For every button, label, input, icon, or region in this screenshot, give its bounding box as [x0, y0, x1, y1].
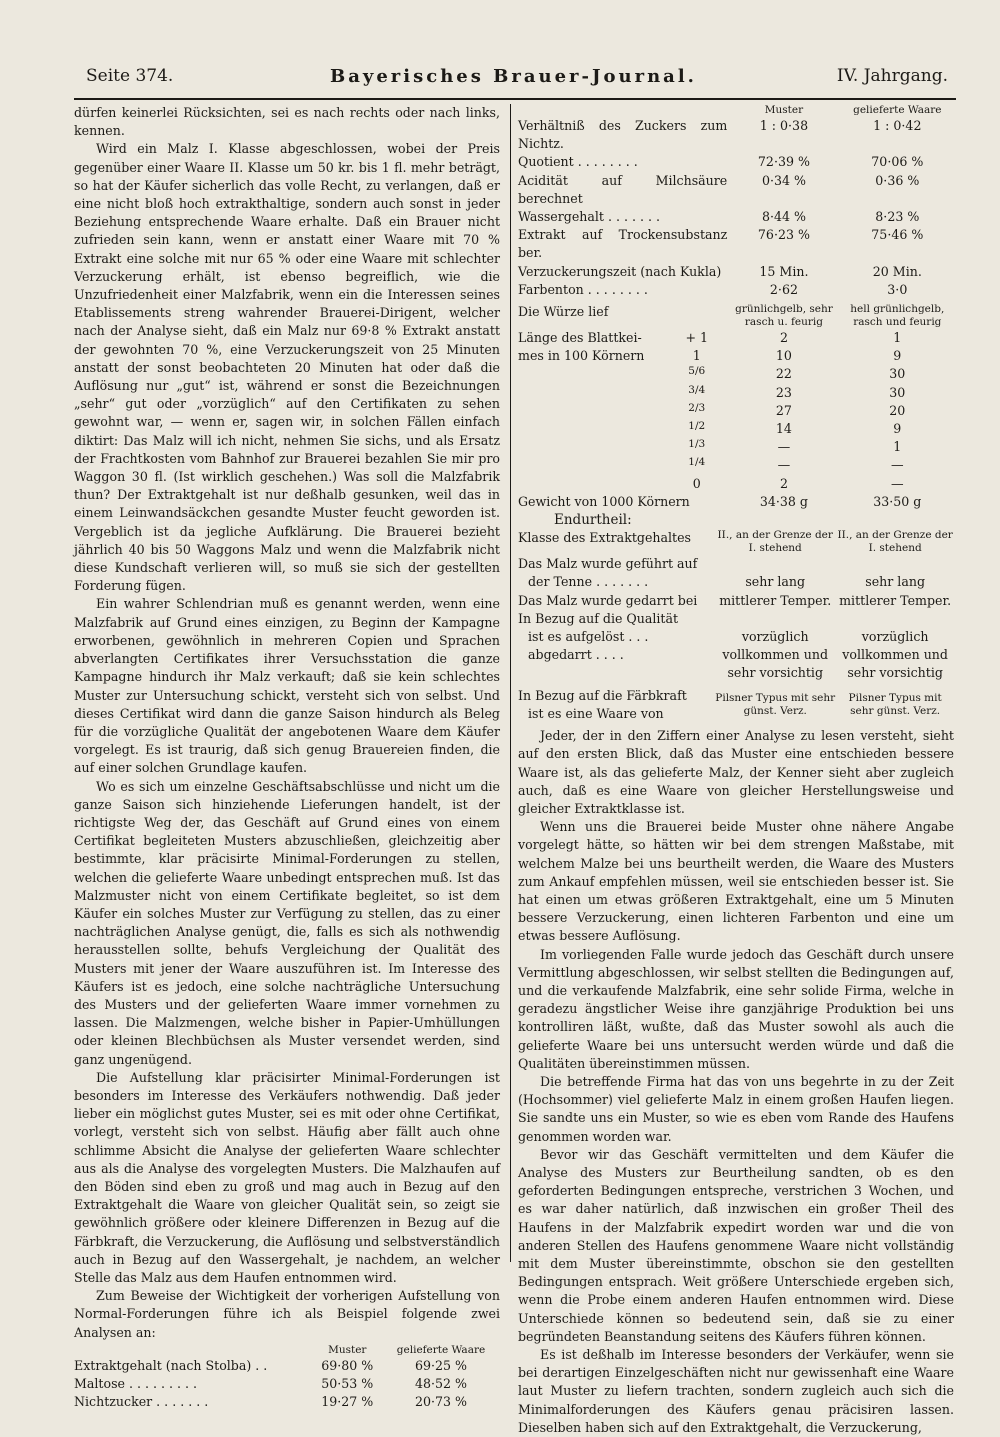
table-row: 1/4 — — [688, 456, 904, 473]
table-row: Länge des Blattkei- + 1 2 1 [518, 330, 902, 346]
column-header: gelieferte Waare [396, 1343, 486, 1356]
page-number: Seite 374. [86, 66, 174, 86]
table-row: der Tenne . . . . . . . sehr lang sehr lang [528, 574, 926, 590]
table-row: Extraktgehalt (nach Stolba) . . 69·80 % 69·25 % [74, 1357, 468, 1373]
column-header: gelieferte Waare [853, 104, 942, 116]
table-row: Nichtzucker . . . . . . . 19·27 % 20·73 % [74, 1394, 468, 1410]
table-row: Die Würze lief grünlichgelb, sehr rasch u. feurig hell grünlichgelb, rasch und feurig [518, 303, 945, 329]
paragraph: Im vorliegenden Falle wurde jedoch das Geschäft durch unsere Vermittlung abgeschlossen, wir selbst stellten die Bedingungen auf, und die verkaufende Malzfabrik, eine sehr solide Firma, welche in geradezu ängstlicher Weise ihre ganzjährige Produktion bei uns kontrolliren läßt, wußte, daß das Muster sowohl als auch die gelieferte Waare bei uns untersucht werden würde und daß die Qualitäten übereinstimmen müssen. [518, 946, 954, 1071]
header-rule [74, 98, 956, 100]
table-row: Verhältniß des Zuckers zum Nichtz. 1 : 0·38 1 : 0·42 [518, 118, 922, 152]
table-row: In Bezug auf die Qualität [518, 610, 679, 626]
table-row: 2/3 27 20 [688, 401, 906, 418]
table-row: 1/3 — 1 [688, 438, 902, 455]
paragraph: Zum Beweise der Wichtigkeit der vorherigen Aufstellung von Normal-Forderungen führe ich als Beispiel folgende zwei Analysen an: [74, 1288, 500, 1340]
paragraph: Wenn uns die Brauerei beide Muster ohne nähere Angabe vorgelegt hätte, so hätten wir bei dem strengen Maßstabe, mit welchem Malze bei uns beurtheilt werden, die Waare des Musters zum Ankauf empfehlen müssen, weil sie entschieden besser ist. Sie hat einen um etwas größeren Extraktgehalt, eine um 5 Minuten bessere Verzuckerung, einen lichteren Farbenton und eine um etwas bessere Auflösung. [518, 819, 954, 944]
table-row: Farbenton . . . . . . . . 2·62 3·0 [518, 281, 908, 297]
table-row: 1/2 14 9 [688, 420, 902, 437]
blattkeim-table [518, 329, 954, 511]
analysis-table-right [518, 104, 954, 329]
paragraph: Es ist deßhalb im Interesse besonders der Verkäufer, wenn sie bei derartigen Einzelgeschäften nicht nur gewissenhaft eine Waare laut Muster zu liefern trachten, sondern zugleich auch sich die Minimalforderungen des Käufers genau präcisiren lassen. Dieselben haben sich auf den Extraktgehalt, die Verzuckerung, [518, 1347, 954, 1435]
volume-label: IV. Jahrgang. [836, 66, 948, 86]
column-divider [510, 104, 511, 1262]
paragraph: Bevor wir das Geschäft vermittelten und dem Käufer die Analyse des Musters zur Beurtheilung sandten, ob es den geforderten Bedingungen entspreche, verstrichen 3 Wochen, und es war daher natürlich, daß inzwischen ein großer Theil des Haufens in der Malzfabrik expedirt worden war und die von anderen Stellen des Haufens genommene Waare nicht vollständig mit dem Muster übereinstimmte, obschon sie den gestellten Bedingungen entsprach. Weit größere Unterschiede ergeben sich, wenn die Probe einem anderen Haufen entnommen wird. Diese Unterschiede können so bedeutend sein, daß sie zu einer begründeten Beanstandung seitens des Käufers führen können. [518, 1146, 954, 1344]
analysis-table-left [74, 1344, 500, 1412]
table-row: Klasse des Extraktgehaltes II., an der Grenze der I. stehend II., an der Grenze der I. stehend [518, 529, 953, 555]
table-row: Maltose . . . . . . . . . 50·53 % 48·52 % [74, 1376, 468, 1392]
table-row: sehr vorsichtig sehr vorsichtig [727, 665, 943, 681]
table-row: Quotient . . . . . . . . 72·39 % 70·06 % [518, 154, 924, 170]
table-row: ist es eine Waare von [528, 705, 664, 721]
journal-title: Bayerisches Brauer-Journal. [330, 66, 697, 87]
table-row: 0 2 — [692, 475, 904, 491]
left-column [74, 104, 500, 1411]
paragraph: dürfen keinerlei Rücksichten, sei es nach rechts oder nach links, kennen. [74, 105, 500, 139]
endurtheil-table [518, 511, 954, 723]
column-header: Muster [328, 1343, 367, 1356]
endurtheil-heading: Endurtheil: [554, 512, 632, 529]
table-row: mes in 100 Körnern 1 10 9 [518, 348, 902, 364]
table-row: Acidität auf Milchsäure berechnet 0·34 % 0·36 % [518, 172, 920, 206]
table-row: Verzuckerungszeit (nach Kukla) 15 Min. 20 Min. [518, 263, 922, 279]
table-row: 3/4 23 30 [688, 383, 906, 400]
table-row: Das Malz wurde gedarrt bei mittlerer Temper. mittlerer Temper. [518, 592, 952, 608]
right-column [518, 104, 954, 1437]
paragraph: Jeder, der in den Ziffern einer Analyse zu lesen versteht, sieht auf den ersten Blick, daß das Muster eine entschieden bessere Waare ist, als das gelieferte Malz, der Kenner sieht aber zugleich auch, daß es eine Waare von gleicher Herstellungsweise und gleicher Extraktklasse ist. [518, 728, 954, 816]
paragraph: Wird ein Malz I. Klasse abgeschlossen, wobei der Preis gegenüber einer Waare II. Klasse um 50 kr. bis 1 fl. mehr beträgt, so hat der Käufer sicherlich das volle Recht, zu verlangen, daß er eine nicht bloß hoch extrakthaltige, sondern auch sonst in jeder Beziehung entsprechende Waare erhalte. Daß ein Brauer nicht zufrieden sein kann, wenn er anstatt einer Waare mit 70 % Extrakt eine solche mit nur 65 % oder eine Waare mit schlechter Verzuckerung erhält, ist ebenso begreiflich, wie die Unzufriedenheit einer Malzfabrik, wenn ein die Interessen seines Etablissements streng wahrender Brauerei-Dirigent, welcher nach der Analyse sieht, daß ein Malz nur 69·8 % Extrakt anstatt der gewohnten 70 %, eine Verzuckerungszeit von 25 Minuten anstatt der sonst beobachteten 20 Minuten hat oder daß die Auflösung nur „gut“ ist, während er sonst die Bezeichnungen „sehr“ gut oder „vorzüglich“ auf den Certifikaten zu sehen gewohnt war, — wenn er, sagen wir, in solchen Fällen einfach diktirt: Das Malz will ich nicht, nehmen Sie sichs, und als Ersatz der Frachtkosten vom Bahnhof zur Brauerei bezahlen Sie mir pro Waggon 30 fl. (Ist wirklich geschehen.) Was soll die Malzfabrik thun? Der Extraktgehalt ist nur deßhalb gesunken, weil das in einem Leinwandsäckchen gesandte Muster feucht geworden ist. Vergeblich ist da jegliche Aufklärung. Die Brauerei bezieht jährlich 40 bis 50 Waggons Malz und wenn die Malzfabrik nicht diese Kundschaft verlieren will, so muß sie sich der gestellten Forderung fügen. [74, 141, 500, 594]
paragraph: Ein wahrer Schlendrian muß es genannt werden, wenn eine Malzfabrik auf Grund eines einzigen, zu Beginn der Kampagne erworbenen, gewöhnlich in mehreren Copien und Sprachen abverlangten Certifikates ihrer Versuchsstation die ganze Kampagne hindurch ihr Malz verkauft; daß sie kein schlechtes Muster zur Untersuchung schickt, versteht sich von selbst. Und dieses Certifikat wird dann die ganze Saison hindurch als Beleg für die vorzügliche Qualität der angebotenen Waare dem Käufer vorgelegt. Es ist traurig, daß sich genug Brauereien finden, die auf einer solchen Grundlage kaufen. [74, 596, 500, 776]
column-header: Muster [764, 104, 804, 116]
table-row: Extrakt auf Trockensubstanz ber. 76·23 % 75·46 % [518, 227, 924, 261]
paragraph: Die betreffende Firma hat das von uns begehrte in zu der Zeit (Hochsommer) viel gelieferte Malz in einem großen Haufen liegen. Sie sandte uns ein Muster, so wie es eben vom Rande des Haufens genommen worden war. [518, 1073, 954, 1144]
table-row: Das Malz wurde geführt auf [518, 556, 698, 572]
paragraph: Wo es sich um einzelne Geschäftsabschlüsse und nicht um die ganze Saison sich hinziehende Lieferungen handelt, ist der richtigste Weg der, das Geschäft auf Grund eines von einem Certifikat begleiteten Musters abzuschließen, gleichzeitig aber bestimmte, klar präcisirte Minimal-Forderungen zu stellen, welchen die gelieferte Waare unbedingt entsprechen muß. Ist das Malzmuster nicht von einem Certifikate begleitet, so ist dem Käufer ein solches Muster zur Verfügung zu stellen, das zu einer nachträglichen Analyse genügt, die, falls es sich als nothwendig herausstellen sollte, behufs Vergleichung der Qualität des Musters mit jener der Waare auszuführen ist. Im Interesse des Käufers ist es jedoch, eine solche nachträgliche Untersuchung des Musters und der gelieferten Waare immer vornehmen zu lassen. Die Malzmengen, welche bisher in Papier-Umhüllungen oder kleinen Blechbüchsen als Muster versendet werden, sind ganz ungenügend. [74, 778, 500, 1067]
table-row: 5/6 22 30 [688, 365, 906, 382]
paragraph: Die Aufstellung klar präcisirter Minimal-Forderungen ist besonders im Interesse des Verkäufers nothwendig. Daß jeder lieber ein möglichst gutes Muster, sei es mit oder ohne Certifikat, vorlegt, versteht sich von selbst. Häufig aber fällt auch ohne schlimme Absicht die Analyse der gelieferten Waare schlechter aus als die Analyse des vorgelegten Musters. Die Malzhaufen auf den Böden sind eben zu groß und mag auch in Bezug auf den Extraktgehalt die Waare von gleicher Qualität sein, so zeigt sie gewöhnlich größere oder kleinere Differenzen in Bezug auf die Färbkraft, die Verzuckerung, die Auflösung und selbstverständlich auch in Bezug auf den Wassergehalt, je nachdem, an welcher Stelle das Malz aus dem Haufen entnommen wird. [74, 1069, 500, 1285]
table-row: Wassergehalt . . . . . . . 8·44 % 8·23 % [518, 209, 920, 225]
table-row: In Bezug auf die Färbkraft Pilsner Typus mit sehr günst. Verz. Pilsner Typus mit sehr günst. Verz. [518, 687, 942, 717]
table-row: Gewicht von 1000 Körnern 34·38 g 33·50 g [518, 493, 922, 509]
table-row: abgedarrt . . . . vollkommen und vollkommen und [528, 647, 948, 663]
table-row: ist es aufgelöst . . . vorzüglich vorzüglich [528, 629, 929, 645]
